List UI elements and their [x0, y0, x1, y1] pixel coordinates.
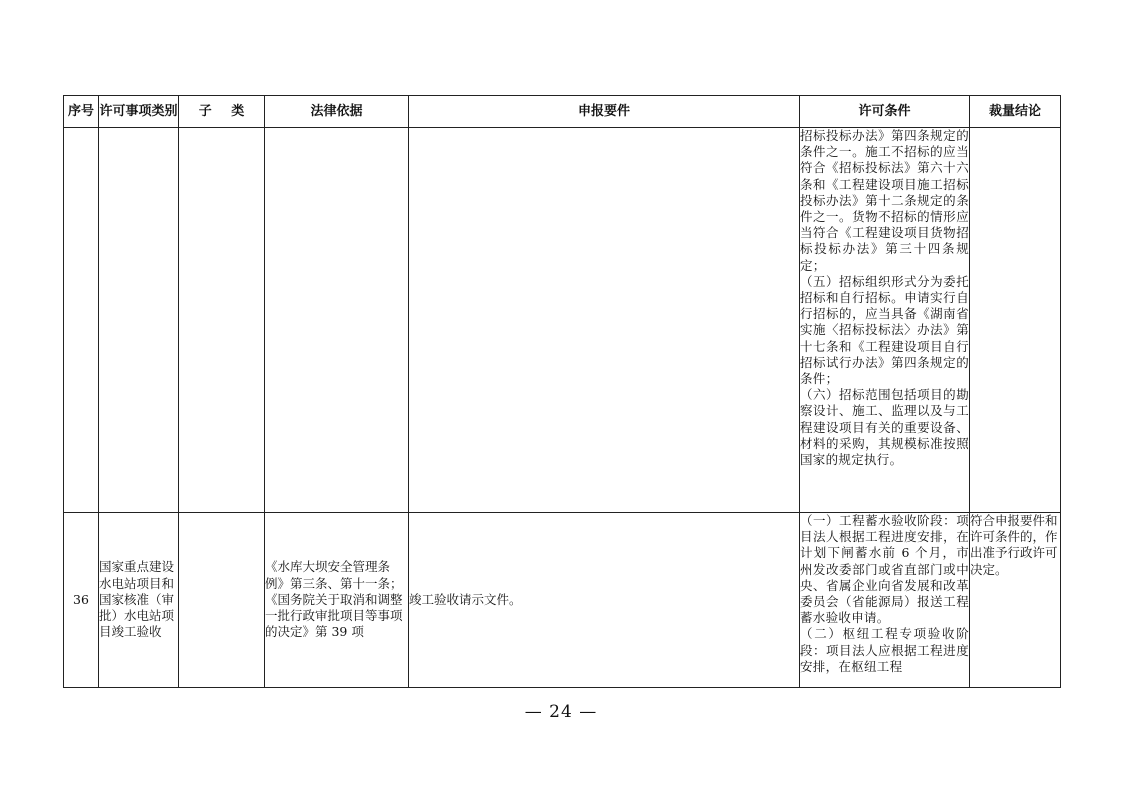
- permit-table: [63, 95, 1061, 688]
- condition-paragraph: （五）招标组织形式分为委托招标和自行招标。申请实行自行招标的，应当具备《湖南省实施〈招标投标法〉办法》第十七条和《工程建设项目自行招标试行办法》第四条规定的条件；: [800, 273, 969, 387]
- cell-law-empty: [265, 128, 409, 513]
- page-number: — 24 —: [524, 702, 598, 722]
- cell-conclusion-empty: [970, 128, 1061, 513]
- cell-seq: 36: [64, 513, 99, 688]
- header-row: [64, 96, 1061, 128]
- header-subclass: [179, 96, 265, 128]
- header-subclass-b: 类: [231, 104, 245, 119]
- cell-legal-basis: 《水库大坝安全管理条例》第三条、第十一条；《国务院关于取消和调整一批行政审批项目等事项的决定》第 39 项: [265, 513, 409, 688]
- condition-paragraph: （六）招标范围包括项目的勘察设计、施工、监理以及与工程建设项目有关的重要设备、材料的采购，其规模标准按照国家的规定执行。: [800, 387, 969, 468]
- header-subclass-a: 子: [198, 104, 212, 119]
- condition-paragraph: 招标投标办法》第四条规定的条件之一。施工不招标的应当符合《招标投标法》第六十六条和《工程建设项目施工招标投标办法》第十二条规定的条件之一。货物不招标的情形应当符合《工程建设项目货物招标投标办法》第三十四条规定；: [800, 128, 969, 273]
- cell-conditions: [800, 513, 970, 688]
- cell-conclusion: 符合申报要件和许可条件的，作出准予行政许可决定。: [970, 513, 1061, 688]
- header-legal-basis: 法律依据: [265, 96, 409, 128]
- header-seq: 序号: [64, 96, 99, 128]
- header-conditions: 许可条件: [800, 96, 970, 128]
- cell-requirements: 竣工验收请示文件。: [409, 513, 800, 688]
- cell-subclass: [179, 513, 265, 688]
- table-row: [64, 128, 1061, 513]
- header-conclusion: 裁量结论: [970, 96, 1061, 128]
- condition-paragraph: （二）枢纽工程专项验收阶段：项目法人应根据工程进度安排，在枢纽工程: [800, 626, 969, 674]
- cell-seq-empty: [64, 128, 99, 513]
- condition-paragraph: （一）工程蓄水验收阶段：项目法人根据工程进度安排，在计划下闸蓄水前 6 个月，市州发改委部门或省直部门或中央、省属企业向省发展和改革委员会（省能源局）报送工程蓄水验收申请。: [800, 513, 969, 626]
- cell-subclass-empty: [179, 128, 265, 513]
- header-requirements: 申报要件: [409, 96, 800, 128]
- cell-category-empty: [99, 128, 179, 513]
- header-item-category: 许可事项类别: [99, 96, 179, 128]
- cell-item-category: 国家重点建设水电站项目和国家核准（审批）水电站项目竣工验收: [99, 513, 179, 688]
- cell-requirements-empty: [409, 128, 800, 513]
- cell-conditions-continued: [800, 128, 970, 513]
- table-row: [64, 513, 1061, 688]
